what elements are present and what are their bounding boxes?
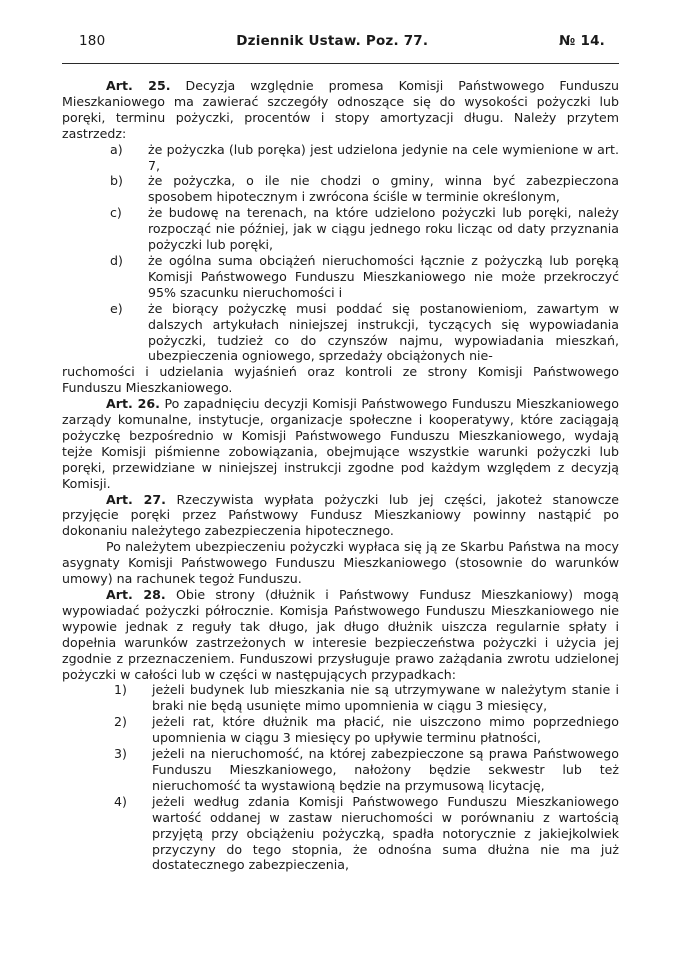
list-item <box>110 301 619 365</box>
list-item-label: e) <box>110 300 123 316</box>
list-item-label: b) <box>110 173 123 189</box>
document-body <box>62 78 619 873</box>
article-27 <box>62 492 619 540</box>
page-number: 180 <box>79 33 106 49</box>
list-item-label: c) <box>110 205 122 221</box>
list-item-label: 3) <box>114 746 127 762</box>
list-item-label: 1) <box>114 682 127 698</box>
article-28-list <box>62 682 619 873</box>
list-item-text: że pożyczka (lub poręka) jest udzielona jedynie na cele wymienione w art. 7, <box>148 141 619 173</box>
list-item-label: 2) <box>114 714 127 730</box>
article-25-continuation: ruchomości i udzielania wyjaśnień oraz kontroli ze strony Komisji Państwowego Funduszu Mieszkaniowego. <box>62 364 619 396</box>
article-25-list <box>62 142 619 365</box>
list-item-text: że pożyczka, o ile nie chodzi o gminy, winna być zabezpieczona sposobem hipotecznym i zwrócona ściśle w terminie określonym, <box>148 173 619 205</box>
list-item <box>114 682 619 714</box>
list-item <box>110 173 619 205</box>
list-item <box>110 205 619 253</box>
article-26 <box>62 396 619 491</box>
list-item-text: że ogólna suma obciążeń nieruchomości łącznie z pożyczką lub poręką Komisji Państwowego Funduszu Mieszkaniowego nie może przekroczyć 95% szacunku nieruchomości i <box>148 252 619 300</box>
list-item-text: jeżeli budynek lub mieszkania nie są utrzymywane w należytym stanie i braki nie będą usunięte mimo upomnienia w ciągu 3 miesięcy, <box>152 682 619 714</box>
article-25 <box>62 78 619 142</box>
list-item-text: że biorący pożyczkę musi poddać się postanowieniom, zawartym w dalszych artykułach niniejszej instrukcji, tyczących się wypowiadania pożyczki, tudzież co do czynszów najmu, wypowiadania mieszkań, ubezpieczenia ogniowego, sprzedaży obciążonych nie- <box>148 300 619 364</box>
list-item-text: jeżeli na nieruchomość, na której zabezpieczone są prawa Państwowego Funduszu Mieszkaniowego, nałożony będzie sekwestr lub też nieruchomość ta wystawioną będzie na przymusową licytację, <box>152 746 619 793</box>
article-25-label: Art. 25. <box>106 78 171 93</box>
header-rule <box>62 63 619 64</box>
article-27-paragraph-2: Po należytem ubezpieczeniu pożyczki wypłaca się ją ze Skarbu Państwa na mocy asygnaty Komisji Państwowego Funduszu Mieszkaniowego (stosownie do warunków umowy) na rachunek tegoż Funduszu. <box>62 539 619 587</box>
list-item-label: 4) <box>114 793 127 809</box>
page-header <box>62 33 619 53</box>
journal-title: Dziennik Ustaw. Poz. 77. <box>236 33 429 49</box>
article-28 <box>62 587 619 682</box>
list-item <box>110 142 619 174</box>
list-item-label: d) <box>110 252 123 268</box>
article-26-text: Po zapadnięciu decyzji Komisji Państwowego Funduszu Mieszkaniowego zarządy komunalne, instytucje, organizacje społeczne i kooperatywy, które zaciągają pożyczkę bezpośrednio w Komisji Państwowego Funduszu Mieszkaniowego, wydają tejże Komisji piśmienne zobowiązania, obejmujące wszystkie warunki pożyczki lub poręki, przewidziane w niniejszej instrukcji zgodne pod każdym względem z decyzją Komisji. <box>62 396 619 491</box>
article-26-label: Art. 26. <box>106 396 160 412</box>
article-28-label: Art. 28. <box>106 587 166 602</box>
list-item <box>114 714 619 746</box>
list-item-text: jeżeli według zdania Komisji Państwowego Funduszu Mieszkaniowego wartość oddanej w zastaw nieruchomości w porównaniu z wartością przyjętą przy obciążeniu pożyczką, spadła notorycznie z jakiejkolwiek przyczyny do tego stopnia, że odnośna suma dłużna nie ma już dostatecznego zabezpieczenia, <box>152 793 619 873</box>
list-item-label: a) <box>110 141 123 157</box>
list-item <box>114 794 619 874</box>
article-27-label: Art. 27. <box>106 491 166 507</box>
article-27-text: Rzeczywista wypłata pożyczki lub jej części, jakoteż stanowcze przyjęcie poręki przez Państwowy Fundusz Mieszkaniowy powinny nastąpić po dokonaniu należytego zabezpieczenia hipotecznego. <box>62 491 619 539</box>
list-item-text: jeżeli rat, które dłużnik ma płacić, nie uiszczono mimo poprzedniego upomnienia w ciągu 3 miesięcy po upływie terminu płatności, <box>152 714 619 746</box>
list-item <box>110 253 619 301</box>
article-28-text: Obie strony (dłużnik i Państwowy Fundusz Mieszkaniowy) mogą wypowiadać pożyczki półrocznie. Komisja Państwowego Funduszu Mieszkaniowego nie wypowie jednak z reguły tak długo, jak długo dłużnik uiszcza regularnie spłaty i dopełnia warunków zastrzeżonych w interesie bezpieczeństwa pożyczki i użycia jej zgodnie z przeznaczeniem. Funduszowi przysługuje prawo zażądania zwrotu udzielonej pożyczki w całości lub w części w następujących przypadkach: <box>62 587 619 682</box>
issue-number: № 14. <box>559 33 605 49</box>
list-item-text: że budowę na terenach, na które udzielono pożyczki lub poręki, należy rozpocząć nie później, jak w ciągu jednego roku licząc od daty przyznania pożyczki lub poręki, <box>148 205 619 253</box>
article-25-intro: Decyzja względnie promesa Komisji Państwowego Funduszu Mieszkaniowego ma zawierać szczegóły odnoszące się do wysokości pożyczki lub poręki, terminu pożyczki, procentów i stopy amortyzacji długu. Należy przytem zastrzedz: <box>62 78 619 141</box>
list-item <box>114 746 619 794</box>
